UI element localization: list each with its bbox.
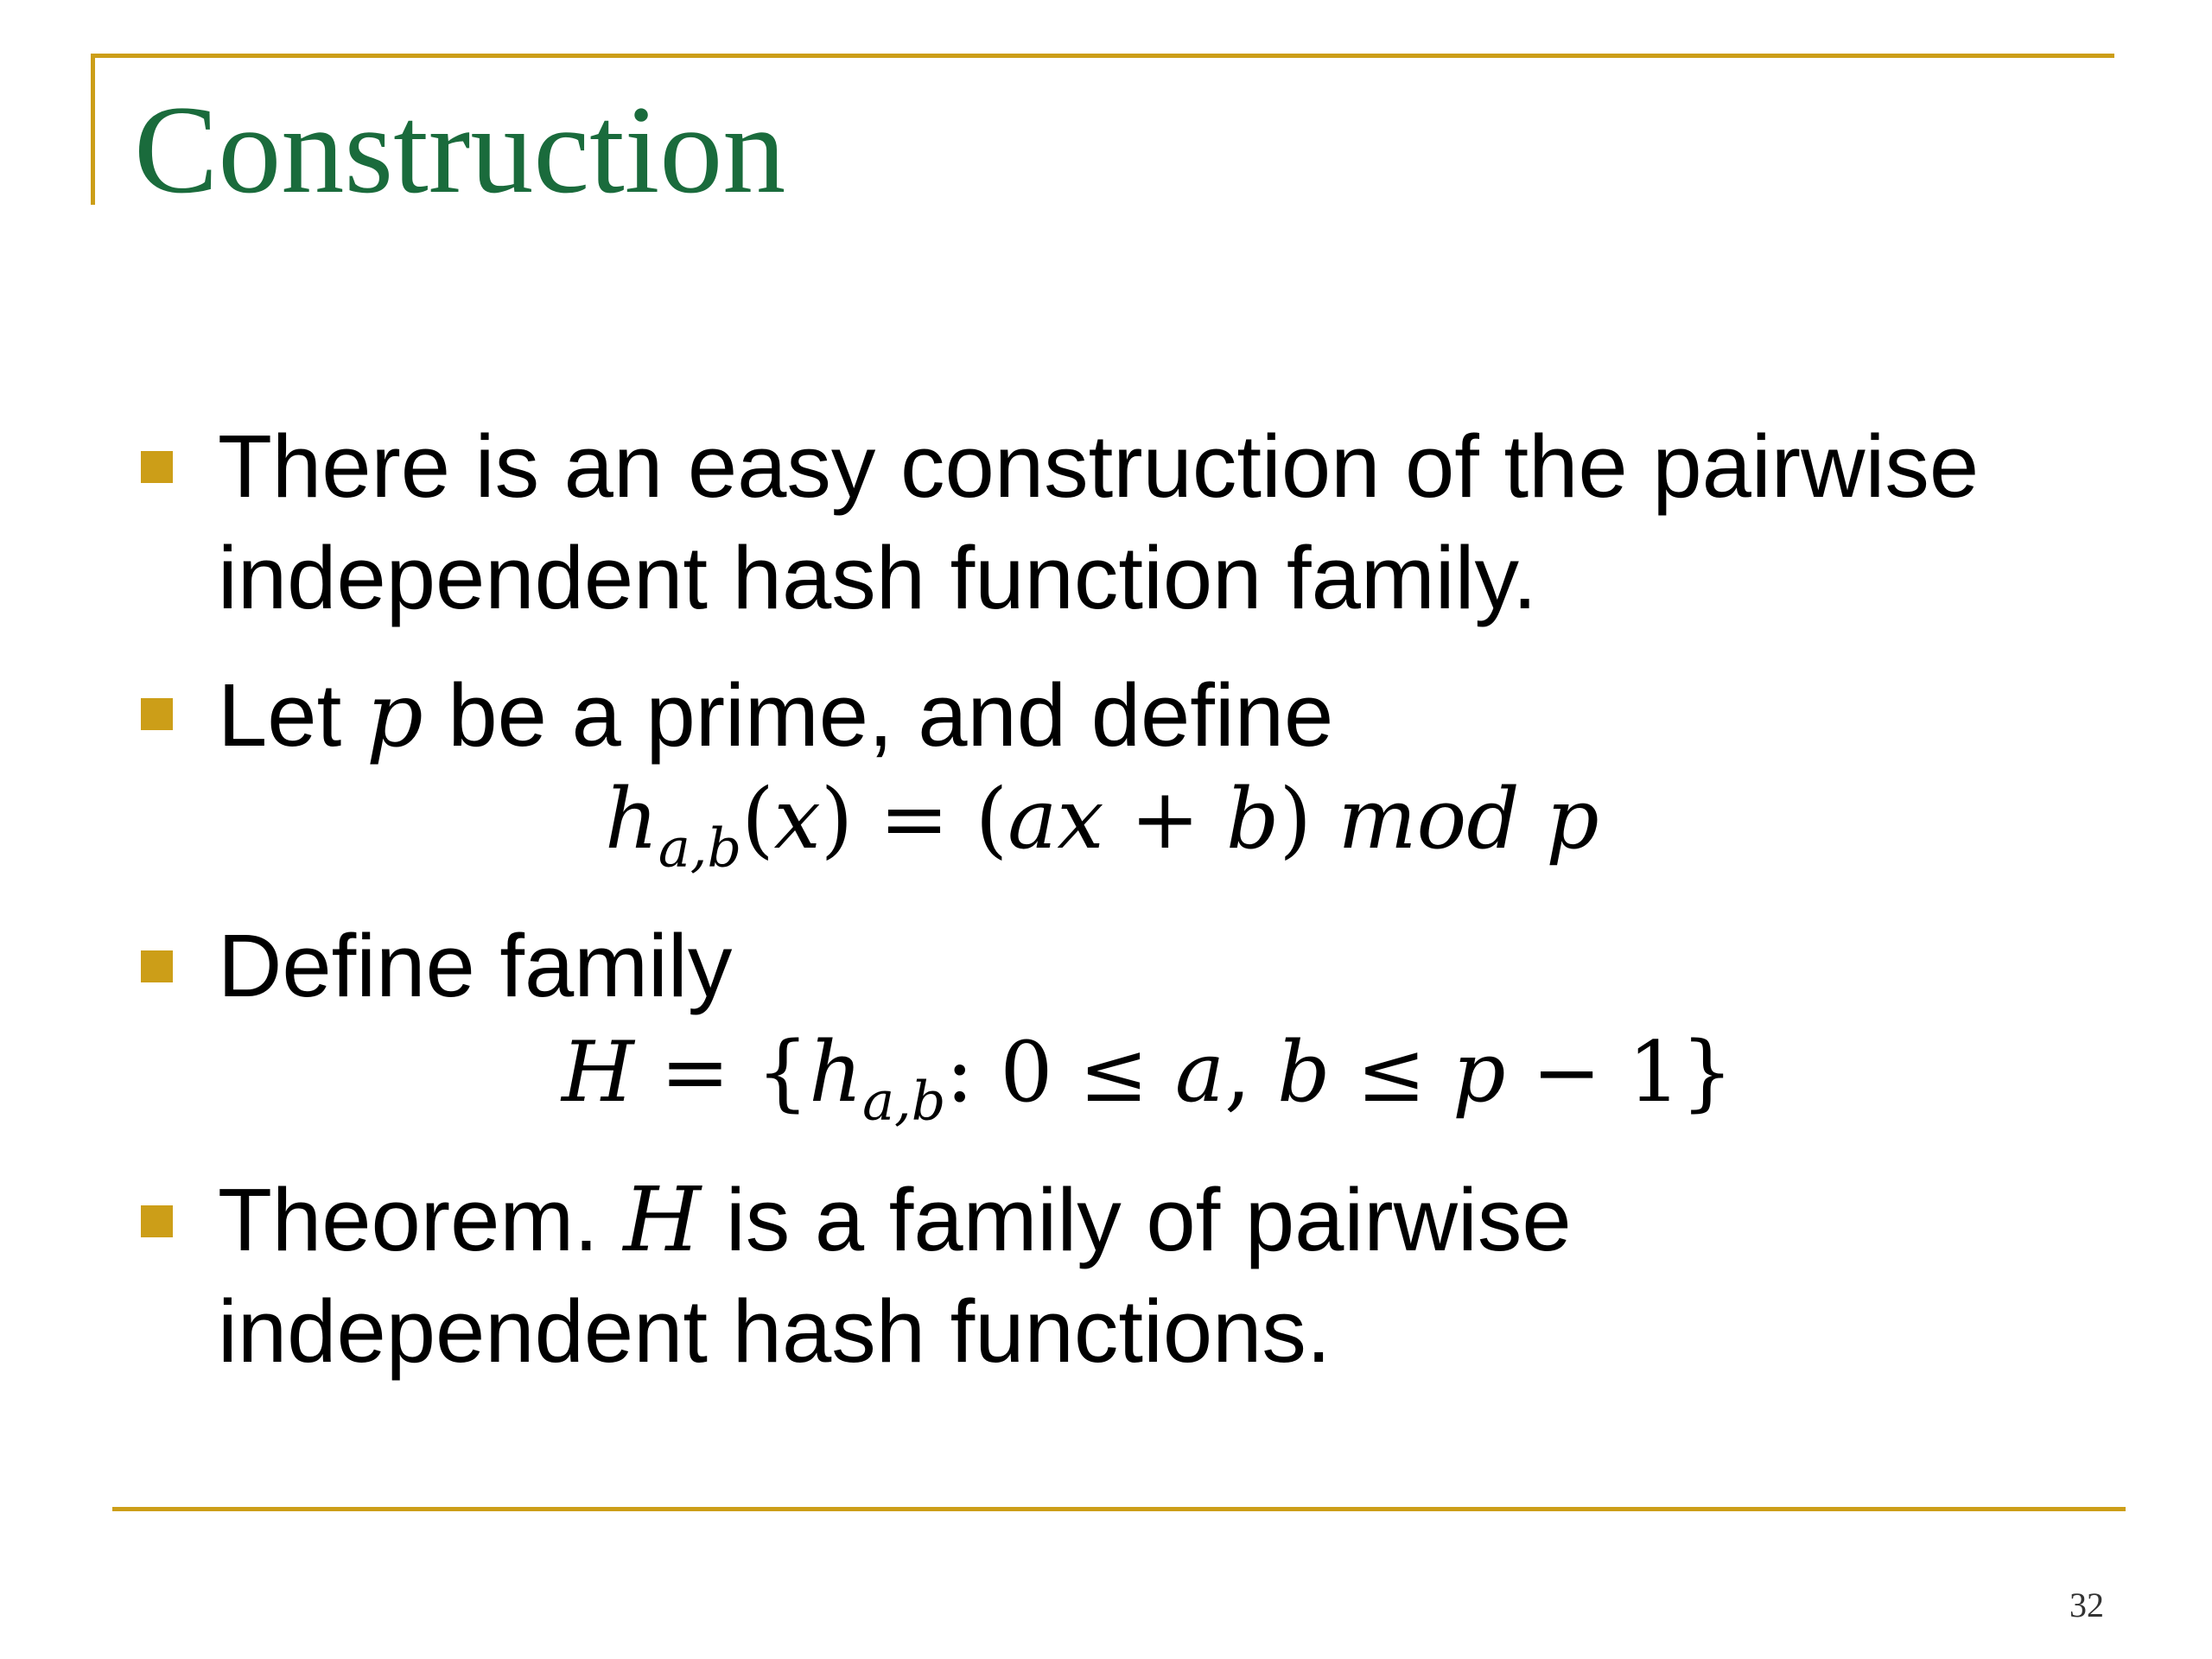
title-frame-top-rule [91,54,2114,58]
bullet-2-suffix: be a prime, and define [423,665,1334,765]
eq-colon: : 0 ≤ [945,1024,1175,1121]
eq-a: a [1007,771,1058,868]
eq-open: ( [741,771,774,868]
hash-function-equation [605,771,1599,880]
eq-b: b [1277,1024,1331,1121]
eq-x2: x [1057,771,1104,868]
eq-b: b [1226,771,1280,868]
bullet-1-line-1: There is an easy construction of the pairwise [218,416,1980,516]
bullet-4-prefix: Theorem. [218,1170,624,1269]
eq-x: x [773,771,821,868]
eq-p: p [1452,1024,1506,1121]
eq-close: ) [1279,771,1338,868]
bullet-square-icon [141,950,173,982]
bullet-4-suffix: is a family of pairwise [701,1170,1572,1269]
eq-plus: + [1103,771,1227,868]
bullet-2-prefix: Let [218,665,366,765]
bullet-2-line [218,664,1334,767]
eq-h: h [605,771,658,868]
hash-family-equation [562,1024,1734,1133]
page-number: 32 [2069,1586,2104,1624]
footer-rule [112,1507,2126,1511]
title-frame-left-rule [91,54,95,205]
eq-h: h [809,1024,863,1121]
variable-p: p [365,664,423,767]
variable-H: H [623,1168,702,1272]
eq-le: ≤ [1330,1024,1453,1121]
bullet-square-icon [141,1205,173,1237]
eq-open-set: = { [633,1024,810,1121]
bullet-4-line-1 [218,1168,1572,1272]
eq-mod: mod [1338,771,1520,868]
eq-tail: − 1} [1505,1024,1734,1121]
bullet-square-icon [141,698,173,730]
slide-title: Construction [134,79,786,219]
eq-h-subscript: a,b [658,816,742,880]
eq-space [1520,771,1547,868]
eq-h-subscript: a,b [862,1069,946,1133]
bullet-square-icon [141,451,173,483]
eq-H: H [562,1024,634,1121]
eq-p: p [1546,771,1599,868]
bullet-1-line-2: independent hash function family. [218,528,1537,627]
eq-comma: , [1224,1024,1278,1121]
bullet-3-line: Define family [218,916,733,1015]
eq-mid: ) = ( [820,771,1008,868]
eq-a: a [1174,1024,1225,1121]
bullet-4-line-2: independent hash functions. [218,1281,1332,1381]
